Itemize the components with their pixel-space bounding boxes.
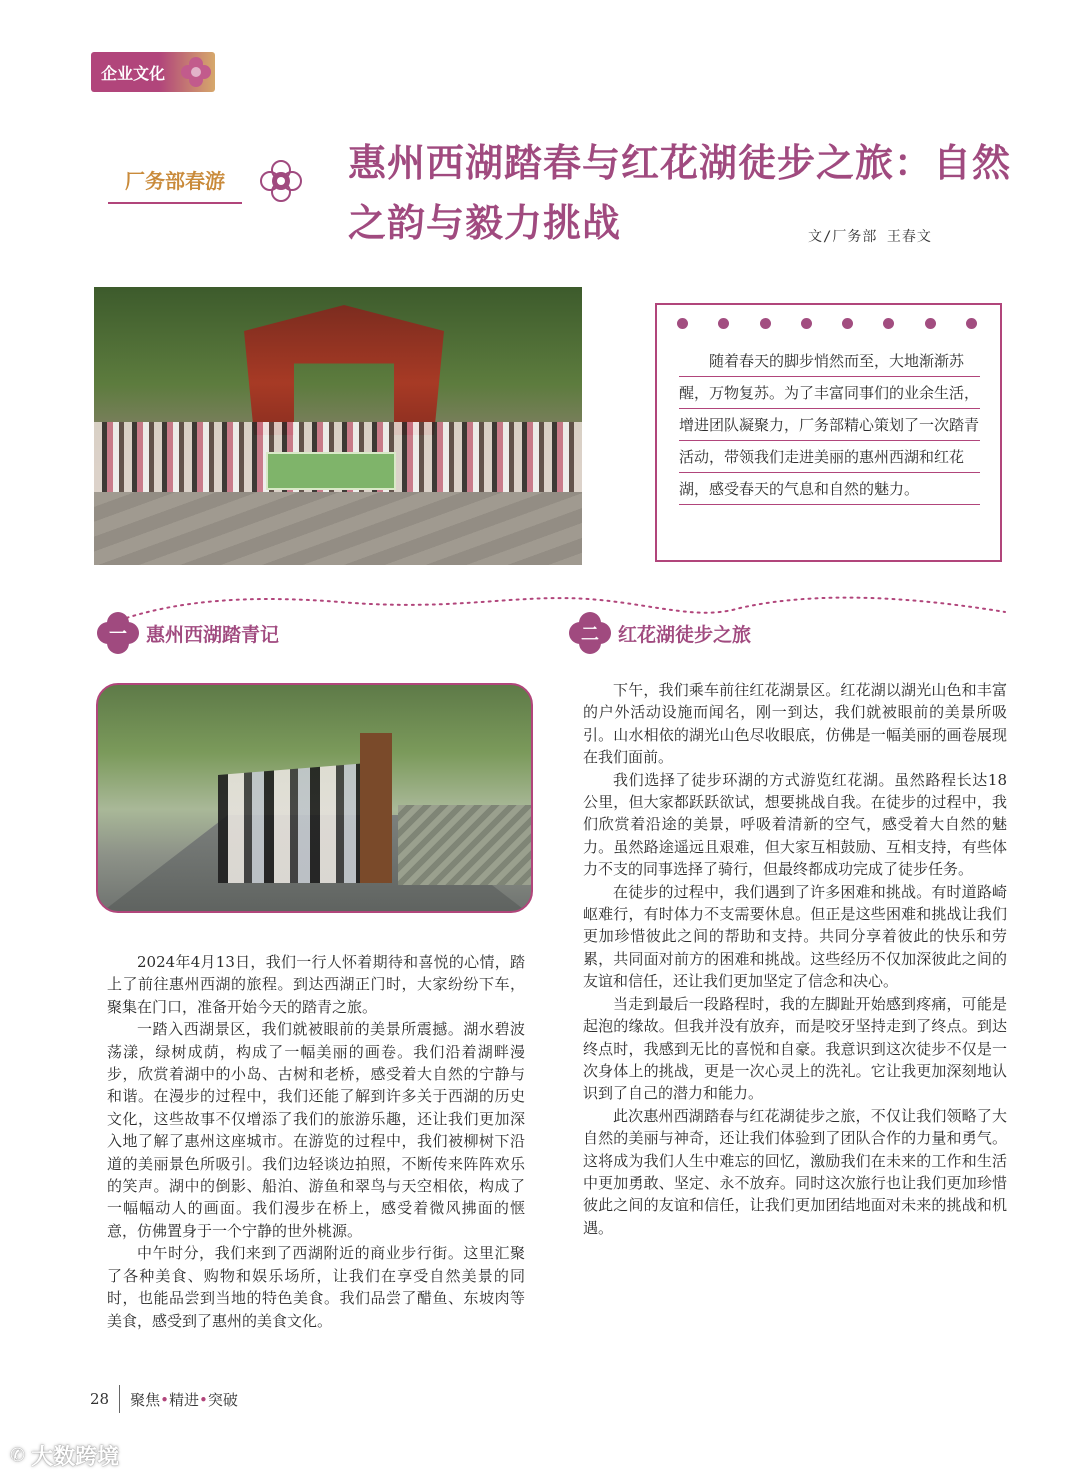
headline: 惠州西湖踏春与红花湖徒步之旅：自然之韵与毅力挑战 [348, 140, 1012, 245]
watermark-logo-icon: ✆ [10, 1445, 26, 1466]
page-footer [90, 1385, 238, 1413]
article-paragraph: 2024年4月13日，我们一行人怀着期待和喜悦的心情，踏上了前往惠州西湖的旅程。到达西湖正门时，大家纷纷下车，聚集在门口，准备开始今天的踏青之旅。 [107, 953, 525, 1016]
section-heading-1 [96, 611, 279, 655]
article-column-left [107, 951, 525, 1332]
section-2-badge: 二 [581, 624, 599, 645]
article-column-right [583, 679, 1007, 1239]
watermark-text: 大数跨境 [31, 1445, 120, 1470]
article-paragraph: 我们选择了徒步环湖的方式游览红花湖。虽然路程长达18公里，但大家都跃跃欲试，想要挑战自我。在徒步的过程中，我们欣赏着沿途的美景，呼吸着清新的空气，感受着大自然的魅力。虽然路途遥远且艰难，但大家互相鼓励、互相支持，有些体力不支的同事选择了骑行，但最终都成功完成了徒步任务。 [583, 770, 1007, 879]
article-paragraph: 当走到最后一段路程时，我的左脚趾开始感到疼痛，可能是起泡的缘故。但我并没有放弃，而是咬牙坚持走到了终点。到达终点时，我感到无比的喜悦和自豪。我意识到这次徒步不仅是一次身体上的挑战，更是一次心灵上的洗礼。它让我更加深刻地认识到了自己的潜力和能力。 [583, 994, 1007, 1103]
kicker: 厂务部春游 [108, 166, 242, 204]
article-paragraph: 中午时分，我们来到了西湖附近的商业步行街。这里汇聚了各种美食、购物和娱乐场所，让我们在享受自然美景的同时，也能品尝到当地的特色美食。我们品尝了醋鱼、东坡肉等美食，感受到了惠州的美食文化。 [107, 1244, 525, 1330]
photo-distance-marker [360, 733, 392, 883]
footer-slogan: 聚焦•精进•突破 [130, 1390, 238, 1409]
footer-divider [119, 1385, 120, 1413]
photo-ground [94, 492, 582, 565]
section-heading-2 [568, 611, 751, 655]
flower-deco-icon [258, 158, 304, 204]
section-2-title: 红花湖徒步之旅 [618, 623, 752, 646]
photo-gate [244, 305, 444, 435]
photo-banner [266, 452, 396, 490]
intro-dots [677, 318, 977, 332]
section-1-badge: 一 [109, 624, 127, 645]
page-number: 28 [90, 1390, 110, 1408]
intro-box [655, 303, 1002, 562]
section-1-title: 惠州西湖踏青记 [146, 623, 280, 646]
article-paragraph: 一踏入西湖景区，我们就被眼前的美景所震撼。湖水碧波荡漾，绿树成荫，构成了一幅美丽的画卷。我们沿着湖畔漫步，欣赏着湖中的小岛、古树和老桥，感受着大自然的宁静与和谐。在漫步的过程中，我们还能了解到许多关于西湖的历史文化，这些故事不仅增添了我们的旅游乐趣，还让我们更加深入地了解了惠州这座城市。在游览的过程中，我们被柳树下沿道的美丽景色所吸引。我们边轻谈边拍照，不断传来阵阵欢乐的笑声。湖中的倒影、船泊、游鱼和翠鸟与天空相依，构成了一幅幅动人的画面。我们漫步在桥上，感受着微风拂面的惬意，仿佛置身于一个宁静的世外桃源。 [107, 1020, 525, 1240]
section-tag-label: 企业文化 [101, 63, 166, 83]
watermark [10, 1440, 119, 1471]
photo-wall [398, 805, 533, 885]
intro-paragraph: 随着春天的脚步悄然而至，大地渐渐苏醒，万物复苏。为了丰富同事们的业余生活，增进团队凝聚力，厂务部精心策划了一次踏青活动，带领我们走进美丽的惠州西湖和红花湖，感受春天的气息和自然的魅力。 [679, 345, 980, 505]
article-paragraph: 此次惠州西湖踏春与红花湖徒步之旅，不仅让我们领略了大自然的美丽与神奇，还让我们体验到了团队合作的力量和勇气。这将成为我们人生中难忘的回忆，激励我们在未来的工作和生活中更加勇敢、坚定、永不放弃。同时这次旅行也让我们更加珍惜彼此之间的友谊和信任，让我们更加团结地面对未来的挑战和机遇。 [583, 1106, 1007, 1237]
article-paragraph: 下午，我们乘车前往红花湖景区。红花湖以湖光山色和丰富的户外活动设施而闻名，刚一到达，我们就被眼前的美景所吸引。山水相依的湖光山色尽收眼底，仿佛是一幅美丽的画卷展现在我们面前。 [583, 681, 1007, 767]
clover-icon [179, 55, 213, 89]
article-paragraph: 在徒步的过程中，我们遇到了许多困难和挑战。有时道路崎岖难行，有时体力不支需要休息。但正是这些困难和挑战让我们更加珍惜彼此之间的帮助和支持。共同分享着彼此的快乐和劳累，共同面对前方的困难和挑战。这些经历不仅加深彼此之间的友谊和信任，还让我们更加坚定了信念和决心。 [583, 882, 1007, 991]
intro-text [679, 345, 980, 505]
photo-hikers [218, 763, 368, 883]
group-photo-west-lake-gate [94, 287, 582, 565]
section-tag [91, 52, 215, 92]
badge-clover-icon [96, 611, 140, 655]
byline: 文/厂务部 王春文 [808, 229, 932, 245]
hiking-photo-honghua-lake [96, 683, 533, 913]
badge-clover-icon [568, 611, 612, 655]
